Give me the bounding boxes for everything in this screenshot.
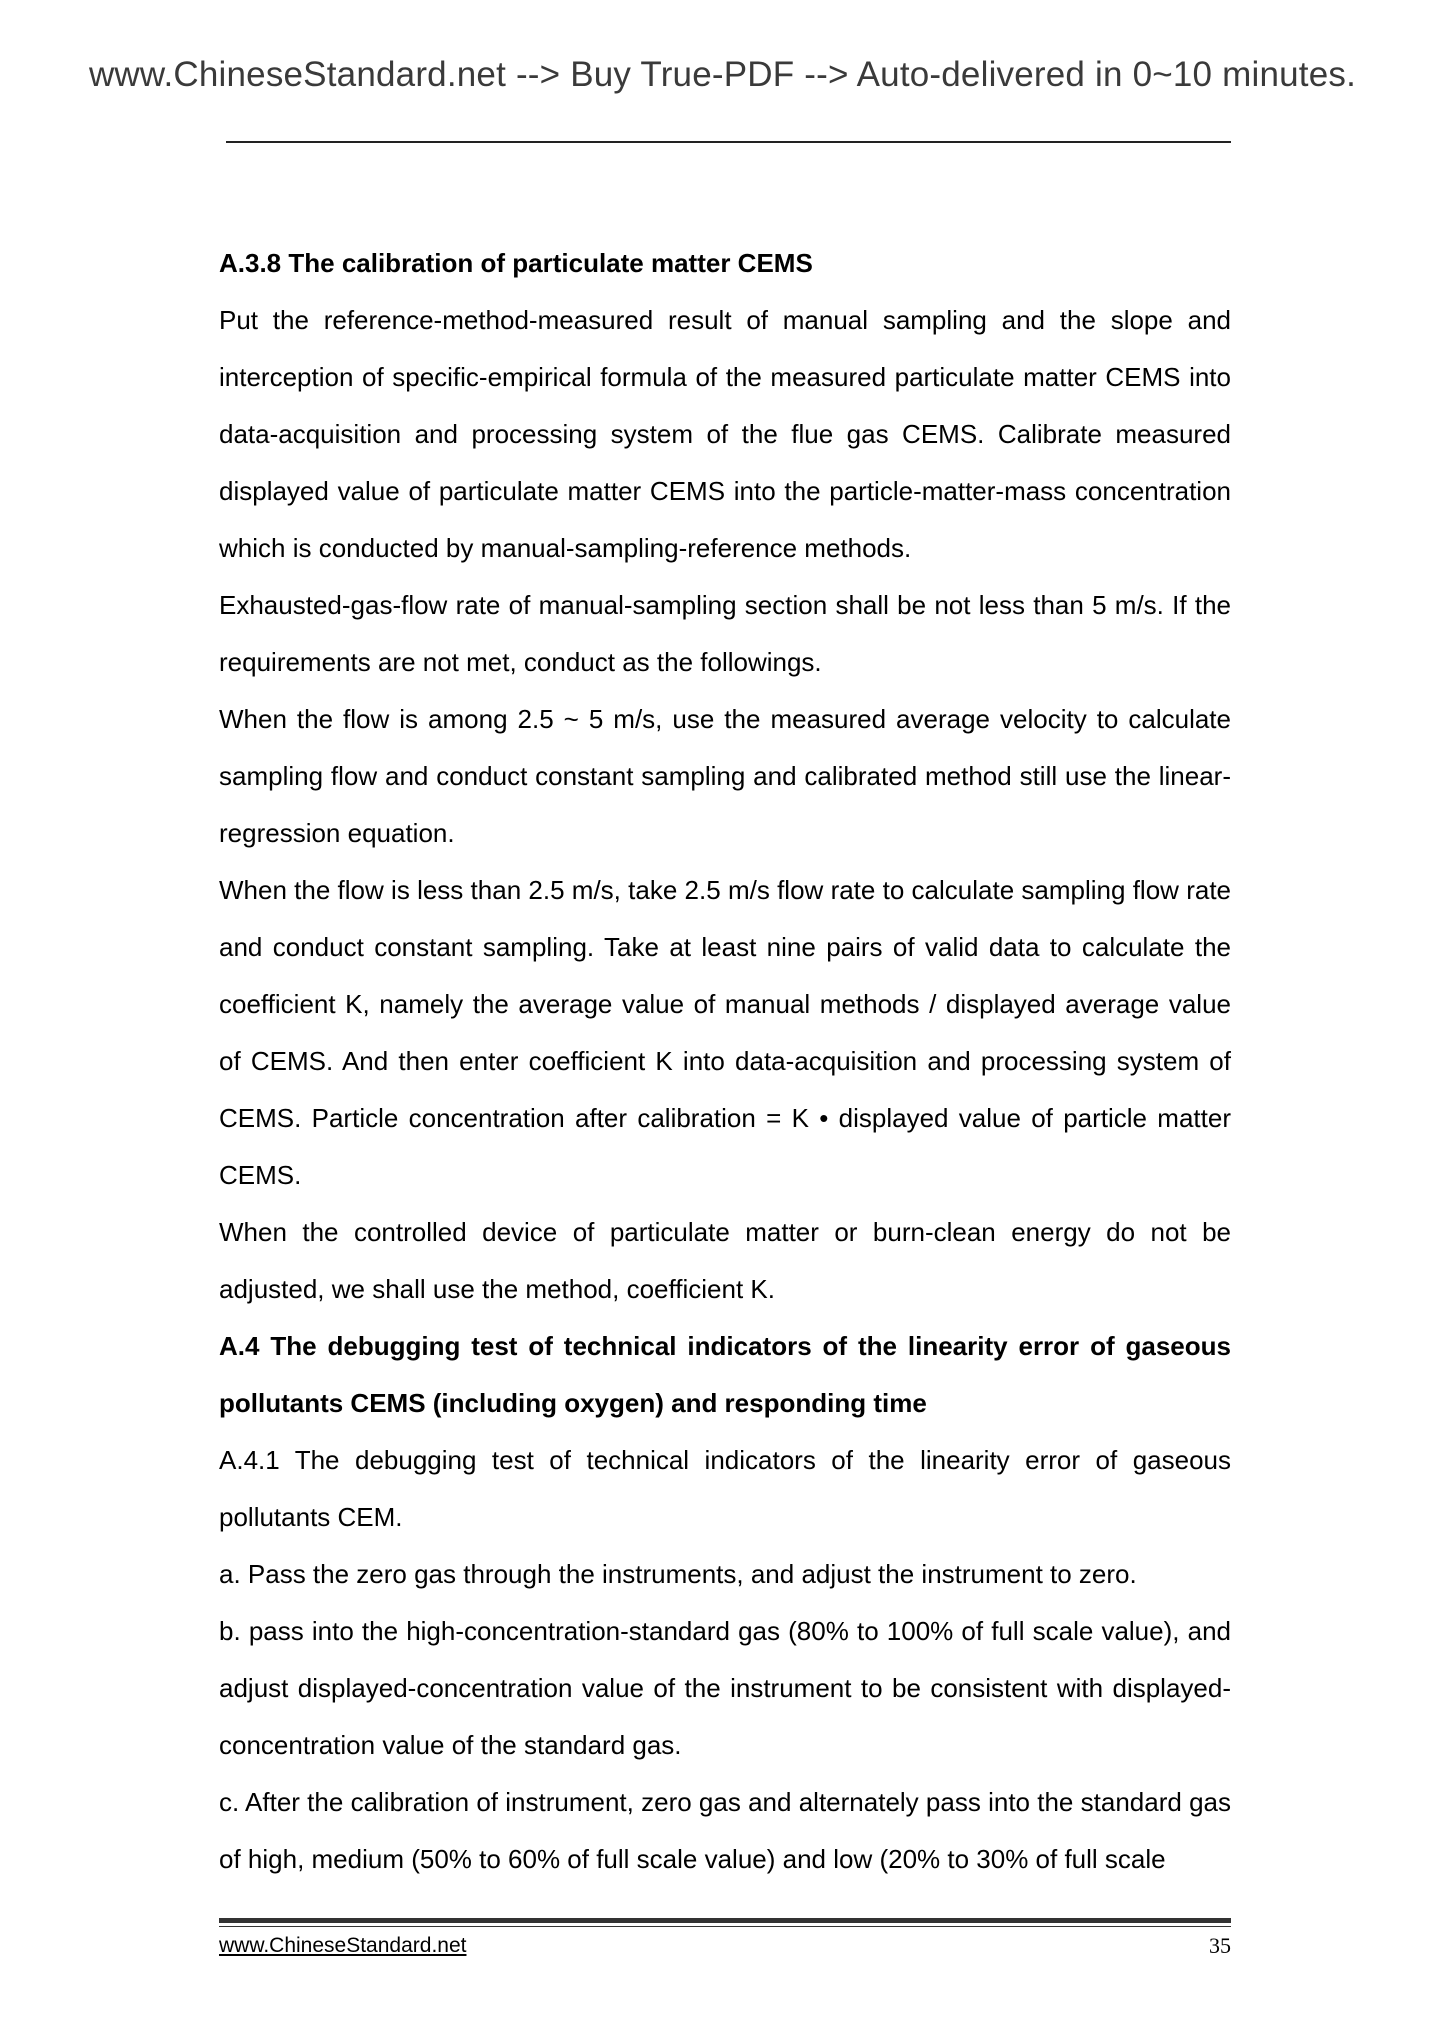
document-body	[219, 235, 1231, 1888]
page-number: 35	[1209, 1933, 1231, 1958]
footer-rule-thin	[219, 1926, 1231, 1927]
section-heading-a4: A.4 The debugging test of technical indicators of the linearity error of gaseous pollutants CEMS (including oxygen) and responding time	[219, 1331, 1231, 1418]
list-item-b: b. pass into the high-concentration-standard gas (80% to 100% of full scale value), and adjust displayed-concentration value of the instrument to be consistent with displayed-concentration value of the standard gas.	[219, 1616, 1231, 1760]
paragraph-flow-rate-requirement: Exhausted-gas-flow rate of manual-sampling section shall be not less than 5 m/s. If the requirements are not met, conduct as the followings.	[219, 590, 1231, 677]
header-rule	[226, 141, 1231, 143]
footer-website-link[interactable]: www.ChineseStandard.net	[219, 1934, 467, 1957]
paragraph-flow-below-2-5: When the flow is less than 2.5 m/s, take 2.5 m/s flow rate to calculate sampling flow rate and conduct constant sampling. Take at least nine pairs of valid data to calculate the coefficient K, namely the average value of manual methods / displayed average value of CEMS. And then enter coefficient K into data-acquisition and processing system of CEMS. Particle concentration after calibration = K • displayed value of particle matter CEMS.	[219, 875, 1231, 1190]
paragraph-calibration-intro: Put the reference-method-measured result of manual sampling and the slope and interception of specific-empirical formula of the measured particulate matter CEMS into data-acquisition and processing system of the flue gas CEMS. Calibrate measured displayed value of particulate matter CEMS into the particle-matter-mass concentration which is conducted by manual-sampling-reference methods.	[219, 305, 1231, 563]
list-item-a: a. Pass the zero gas through the instruments, and adjust the instrument to zero.	[219, 1559, 1137, 1589]
paragraph-a41: A.4.1 The debugging test of technical indicators of the linearity error of gaseous pollutants CEM.	[219, 1445, 1231, 1532]
footer-rule-thick	[219, 1918, 1231, 1923]
paragraph-flow-2-5-to-5: When the flow is among 2.5 ~ 5 m/s, use the measured average velocity to calculate sampling flow and conduct constant sampling and calibrated method still use the linear-regression equation.	[219, 704, 1231, 848]
header-banner: www.ChineseStandard.net --> Buy True-PDF --> Auto-delivered in 0~10 minutes.	[88, 55, 1357, 94]
section-heading-a38: A.3.8 The calibration of particulate matter CEMS	[219, 248, 813, 278]
paragraph-coefficient-k: When the controlled device of particulate matter or burn-clean energy do not be adjusted, we shall use the method, coefficient K.	[219, 1217, 1231, 1304]
list-item-c: c. After the calibration of instrument, zero gas and alternately pass into the standard gas of high, medium (50% to 60% of full scale value) and low (20% to 30% of full scale	[219, 1787, 1231, 1874]
